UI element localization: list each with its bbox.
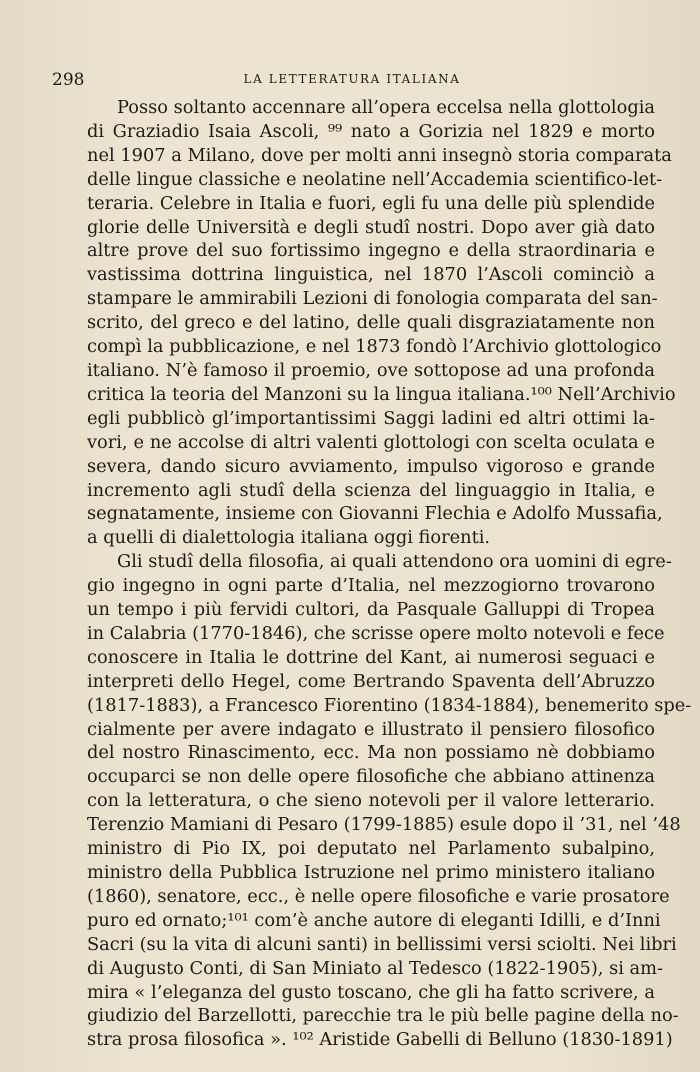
paragraph-ascoli bbox=[57, 96, 676, 550]
text-line: compì la pubblicazione, e nel 1873 fondò l’Archivio glottologico bbox=[87, 336, 662, 358]
text-line: giudizio del Barzellotti, parecchie tra le più belle pagine della no- bbox=[87, 1005, 679, 1027]
text-line: Gli studî della filosofia, ai quali attendono ora uomini di egre- bbox=[117, 551, 672, 573]
text-line: un tempo i più fervidi cultori, da Pasquale Galluppi di Tropea bbox=[87, 599, 655, 621]
text-line: occuparci se non delle opere filosofiche che abbiano attinenza bbox=[87, 766, 655, 788]
text-line: glorie delle Università e degli studî nostri. Dopo aver già dato bbox=[87, 216, 655, 238]
text-line: con la letteratura, o che sieno notevoli per il valore letterario. bbox=[87, 790, 655, 812]
text-line: ministro della Pubblica Istruzione nel primo ministero italiano bbox=[87, 862, 655, 883]
body-text bbox=[57, 96, 692, 1052]
text-line: in Calabria (1770-1846), che scrisse opere molto notevoli e fece bbox=[87, 622, 665, 644]
text-line: vori, e ne accolse di altri valenti glottologi con scelta oculata e bbox=[87, 431, 655, 453]
text-line: italiano. N’è famoso il proemio, ove sottopose ad una profonda bbox=[87, 359, 655, 381]
text-line: teraria. Celebre in Italia e fuori, egli fu una delle più splendide bbox=[87, 192, 655, 214]
page-number: 298 bbox=[52, 70, 85, 90]
text-line: puro ed ornato;¹⁰¹ com’è anche autore di eleganti Idilli, e d’Inni bbox=[87, 909, 661, 931]
text-line: stampare le ammirabili Lezioni di fonologia comparata del san- bbox=[87, 288, 658, 310]
text-line: nel 1907 a Milano, dove per molti anni insegnò storia comparata bbox=[87, 144, 672, 166]
text-line: Terenzio Mamiani di Pesaro (1799-1885) esule dopo il ’31, nel ’48 bbox=[87, 814, 681, 836]
text-line: a quelli di dialettologia italiana oggi fiorenti. bbox=[87, 527, 491, 549]
text-line: scrito, del greco e del latino, delle quali disgraziatamente non bbox=[87, 312, 655, 334]
page-header bbox=[52, 70, 652, 94]
text-line: stra prosa filosofica ». ¹⁰² Aristide Gabelli di Belluno (1830-1891) bbox=[87, 1029, 673, 1051]
text-line: mira « l’eleganza del gusto toscano, che gli ha fatto scrivere, a bbox=[87, 981, 655, 1003]
text-line: (1817-1883), a Francesco Fiorentino (1834-1884), benemerito spe- bbox=[87, 694, 692, 716]
text-line: severa, dando sicuro avviamento, impulso vigoroso e grande bbox=[87, 455, 655, 477]
text-line: conoscere in Italia le dottrine del Kant, ai numerosi seguaci e bbox=[87, 646, 655, 668]
text-line: gio ingegno in ogni parte d’Italia, nel mezzogiorno trovarono bbox=[87, 575, 655, 597]
text-line: vastissima dottrina linguistica, nel 1870 l’Ascoli cominciò a bbox=[87, 264, 655, 286]
text-line: interpreti dello Hegel, come Bertrando Spaventa dell’Abruzzo bbox=[87, 670, 655, 692]
text-line: di Augusto Conti, di San Miniato al Tedesco (1822-1905), si am- bbox=[87, 957, 664, 979]
text-line: Sacri (su la vita di alcuni santi) in bellissimi versi sciolti. Nei libri bbox=[87, 933, 677, 955]
running-title: LA LETTERATURA ITALIANA bbox=[243, 72, 461, 86]
text-line: ministro di Pio IX, poi deputato nel Parlamento subalpino, bbox=[87, 838, 655, 860]
text-line: critica la teoria del Manzoni su la lingua italiana.¹⁰⁰ Nell’Archivio bbox=[87, 383, 676, 405]
text-line: delle lingue classiche e neolatine nell’Accademia scientifico-let- bbox=[87, 168, 663, 190]
text-line: Posso soltanto accennare all’opera eccelsa nella glottologia bbox=[117, 97, 655, 118]
text-line: (1860), senatore, ecc., è nelle opere filosofiche e varie prosatore bbox=[87, 885, 670, 907]
paragraph-filosofia bbox=[57, 550, 692, 1052]
text-line: del nostro Rinascimento, ecc. Ma non possiamo nè dobbiamo bbox=[87, 742, 655, 764]
text-line: cialmente per avere indagato e illustrato il pensiero filosofico bbox=[87, 718, 655, 740]
text-line: segnatamente, insieme con Giovanni Flechia e Adolfo Mussafia, bbox=[87, 503, 663, 525]
text-line: egli pubblicò gl’importantissimi Saggi ladini ed altri ottimi la- bbox=[87, 407, 655, 429]
text-line: di Graziadio Isaia Ascoli, ⁹⁹ nato a Gorizia nel 1829 e morto bbox=[87, 120, 655, 142]
text-line: altre prove del suo fortissimo ingegno e della straordinaria e bbox=[87, 240, 655, 262]
text-line: incremento agli studî della scienza del linguaggio in Italia, e bbox=[87, 479, 655, 501]
